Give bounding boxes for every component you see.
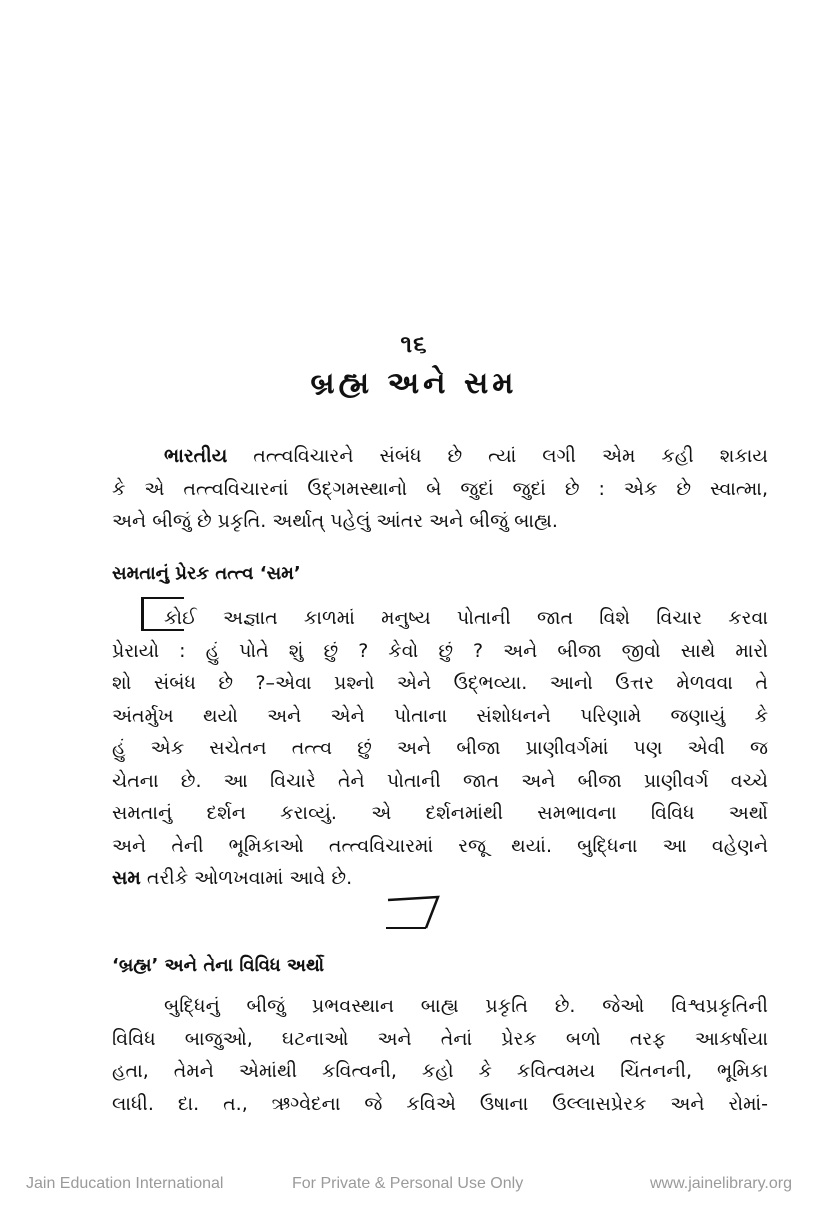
footer-usage-notice: For Private & Personal Use Only (292, 1175, 524, 1192)
footer-website-link[interactable]: www.jainelibrary.org (650, 1175, 792, 1192)
section-heading-samata: સમતાનું પ્રેરક તત્ત્વ ‘સમ’ (112, 563, 301, 584)
paragraph-line: અને બીજું છે પ્રકૃતિ. અર્થાત્ પહેલું આંતર અને બીજું બાહ્ય. (112, 510, 558, 532)
paragraph-line: વિવિધ બાજુઓ, ઘટનાઓ અને તેનાં પ્રેરક બળો તરફ આકર્ષાયા (112, 1027, 768, 1050)
paragraph-line: અને તેની ભૂમિકાઓ તત્ત્વવિચારમાં રજૂ થયાં. બુદ્ધિના આ વહેણને (112, 834, 768, 857)
section2-paragraph (112, 990, 768, 1120)
paragraph-line: હું એક સચેતન તત્ત્વ છું અને બીજા પ્રાણીવર્ગમાં પણ એવી જ (112, 737, 768, 759)
chapter-number: ૧૬ (400, 330, 428, 358)
section-heading-brahma: ‘બ્રહ્મ’ અને તેના વિવિધ અર્થો (112, 955, 325, 976)
paragraph-line: સમ તરીકે ઓળખવામાં આવે છે. (112, 867, 353, 889)
footer-publisher: Jain Education International (26, 1175, 224, 1192)
paragraph-line: કે એ તત્ત્વવિચારનાં ઉદ્ગમસ્થાનો બે જુદાં જુદાં છે : એક છે સ્વાત્મા, (112, 477, 768, 500)
emphasis-word: સમ (112, 867, 141, 889)
paragraph-line: શો સંબંધ છે ?–એવા પ્રશ્નો એને ઉદ્ભવ્યા. આનો ઉત્તર મેળવવા તે (112, 672, 768, 694)
chapter-title: બ્રહ્મ અને સમ (310, 366, 518, 401)
paragraph-line: કોઈ અજ્ઞાત કાળમાં મનુષ્ય પોતાની જાત વિશે વિચાર કરવા (164, 607, 768, 629)
paragraph-line: અંતર્મુખ થયો અને એને પોતાના સંશોધનને પરિણામે જણાયું કે (112, 704, 768, 727)
paragraph-line: લાધી. દા. ત., ઋગ્વેદના જે કવિએ ઉષાના ઉલ્લાસપ્રેરક અને રોમાં- (112, 1092, 768, 1115)
section1-paragraph (112, 602, 768, 895)
paragraph-line: બુદ્ધિનું બીજું પ્રભવસ્થાન બાહ્ય પ્રકૃતિ છે. જેઓ વિશ્વપ્રકૃતિની (164, 995, 768, 1017)
paragraph-line: સમતાનું દર્શન કરાવ્યું. એ દર્શનમાંથી સમભાવના વિવિધ અર્થો (112, 802, 768, 824)
paragraph-line: હતા, તેમને એમાંથી કવિત્વની, કહો કે કવિત્વમય ચિંતનની, ભૂમિકા (112, 1060, 768, 1082)
paragraph-line: ચેતના છે. આ વિચારે તેને પોતાની જાત અને બીજા પ્રાણીવર્ગ વચ્ચે (112, 769, 768, 792)
paragraph-line: ભારતીય તત્ત્વવિચારને સંબંધ છે ત્યાં લગી એમ કહી શકાય (164, 445, 768, 467)
paragraph-line: પ્રેરાયો : હું પોતે શું છું ? કેવો છું ? અને બીજા જીવો સાથે મારો (112, 639, 768, 662)
emphasis-word: ભારતીય (164, 445, 228, 467)
handwritten-close-bracket-mark (386, 894, 446, 930)
intro-paragraph (112, 440, 768, 538)
